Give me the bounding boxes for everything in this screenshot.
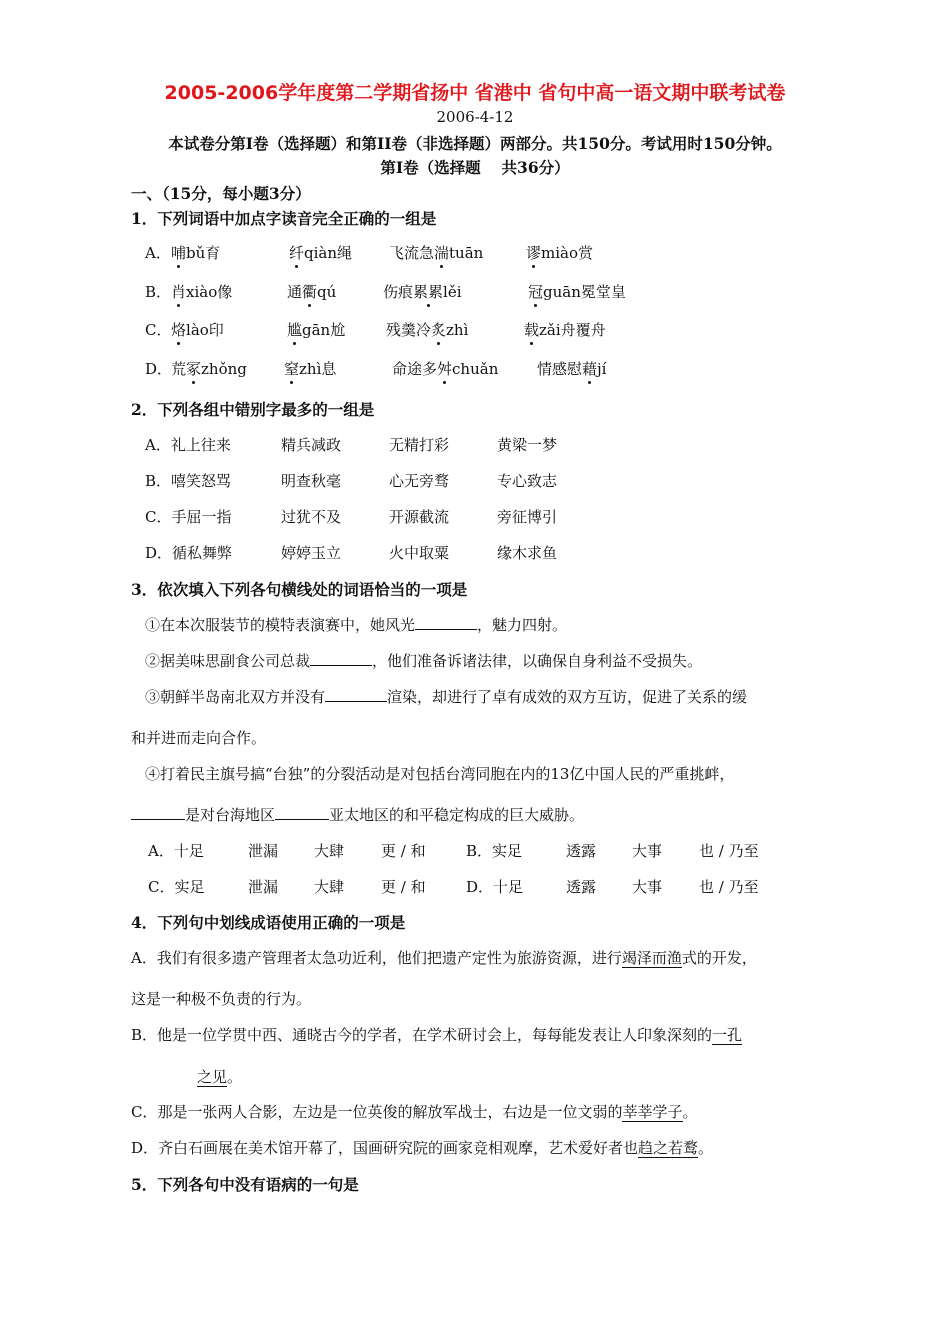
q3-a-1: A．十足	[148, 842, 204, 860]
q3-s4-part2: 是对台海地区	[185, 806, 276, 824]
q1-a-item2-char: 纤	[289, 244, 305, 262]
q4-option-b-cont	[197, 1066, 242, 1087]
q4-a-part2: 式的开发，	[681, 949, 757, 967]
q1-d-item4-char: 藉	[582, 360, 598, 378]
q2-c-3: 开源截流	[389, 508, 450, 526]
q4-c-idiom: 莘莘学子	[622, 1103, 683, 1121]
q1-c-item1	[171, 319, 224, 340]
q3-s3-blank	[325, 687, 387, 702]
q1-d-item1-pre: 荒	[171, 360, 187, 378]
q3-sentence-2	[145, 650, 702, 671]
q1-a-item3-pinyin: tuān	[449, 244, 484, 262]
q1-a-item4	[526, 242, 593, 263]
q2-c-1: C．手屈一指	[145, 508, 232, 526]
q1-c-item4-rest: zǎi舟覆舟	[539, 321, 606, 339]
q4-d-part1: D．齐白石画展在美术馆开幕了，国画研究院的画家竞相观摩，艺术爱好者也	[131, 1139, 639, 1157]
q1-a-item4-rest: miào赏	[541, 244, 594, 262]
q1-a-label: A．	[145, 244, 171, 262]
q3-sentence-1	[145, 614, 567, 635]
q3-b-2: 透露	[566, 842, 597, 860]
q2-a-2: 精兵减政	[281, 436, 342, 454]
q1-c-item3-pre: 残羹冷	[386, 321, 432, 339]
q3-b-4: 也 / 乃至	[699, 842, 759, 860]
q1-a-item1-char: 哺	[171, 244, 187, 262]
q2-d-3: 火中取粟	[389, 544, 450, 562]
q1-d-item1-char: 冢	[186, 360, 202, 378]
q4-option-d	[131, 1137, 713, 1158]
q2-a-1: A．礼上往来	[145, 436, 231, 454]
q1-stem: 1．下列词语中加点字读音完全正确的一组是	[131, 209, 437, 228]
q1-d-item1-pinyin: zhǒng	[201, 360, 247, 378]
q4-d-idiom: 趋之若鹜	[638, 1139, 699, 1157]
q1-b-item2-pre: 通	[287, 283, 303, 301]
q1-a-item3	[389, 242, 483, 263]
q4-option-a-cont: 这是一种极不负责的行为。	[131, 990, 312, 1008]
q1-b-item4-rest: guān冕堂皇	[543, 283, 626, 301]
q4-b-part1: B．他是一位学贯中西、通晓古今的学者，在学术研讨会上，每每能发表让人印象深刻的	[131, 1026, 713, 1044]
q1-a-item3-pre: 飞流急	[389, 244, 435, 262]
q1-c-item3-pinyin: zhì	[446, 321, 469, 339]
q3-s4-blank2	[275, 805, 329, 820]
section-one-heading: 一、（15分，每小题3分）	[131, 184, 311, 203]
q2-a-4: 黄梁一梦	[497, 436, 558, 454]
q1-b-item2-pinyin: qú	[317, 283, 337, 301]
q4-a-idiom: 竭泽而渔	[621, 949, 682, 967]
q1-c-item2-char: 尴	[287, 321, 303, 339]
q1-d-item1	[171, 358, 247, 379]
q1-d-item4-pre: 情感慰	[537, 360, 583, 378]
q3-s3-part2: 渲染，却进行了卓有成效的双方互访，促进了关系的缓	[387, 688, 748, 706]
q1-a-item2-rest: qiàn绳	[304, 244, 353, 262]
q1-c-item4-char: 载	[524, 321, 540, 339]
q1-a-item3-char: 湍	[434, 244, 450, 262]
q3-c-3: 大肆	[314, 878, 345, 896]
q4-c-part1: C．那是一张两人合影，左边是一位英俊的解放军战士，右边是一位文弱的	[131, 1103, 623, 1121]
q3-sentence-4-cont	[131, 804, 584, 825]
q1-a-item1	[171, 242, 220, 263]
q2-c-4: 旁征博引	[497, 508, 558, 526]
q1-d-item4-pinyin: jí	[597, 360, 607, 378]
q1-b-item3-char: 累累	[413, 283, 444, 301]
q2-d-1: D．循私舞弊	[145, 544, 233, 562]
q1-d-item3-char: 舛	[437, 360, 453, 378]
q2-d-2: 婷婷玉立	[281, 544, 342, 562]
q2-b-2: 明查秋毫	[281, 472, 342, 490]
q3-a-2: 泄漏	[248, 842, 279, 860]
q1-c-item4	[524, 319, 606, 340]
q3-d-4: 也 / 乃至	[699, 878, 759, 896]
q1-b-item2	[287, 281, 336, 302]
q2-b-3: 心无旁骛	[389, 472, 450, 490]
q1-b-item1-char: 肖	[171, 283, 187, 301]
q3-s2-part2: ，他们准备诉诸法律，以确保自身利益不受损失。	[372, 652, 703, 670]
exam-intro: 本试卷分第I卷（选择题）和第II卷（非选择题）两部分。共150分。考试用时150分钟。	[168, 134, 782, 153]
q1-c-item1-char: 烙	[171, 321, 187, 339]
q1-b-item3-pre: 伤痕	[383, 283, 414, 301]
q2-b-1: B．嘻笑怒骂	[145, 472, 232, 490]
q4-c-part2: 。	[682, 1103, 698, 1121]
q2-d-4: 缘木求鱼	[497, 544, 558, 562]
q1-a-item2	[289, 242, 352, 263]
q1-d-item3	[392, 358, 498, 379]
q3-sentence-4: ④打着民主旗号搞“台独”的分裂活动是对包括台湾同胞在内的13亿中国人民的严重挑衅，	[145, 765, 735, 783]
q1-b-item3	[383, 281, 462, 302]
q3-b-3: 大事	[632, 842, 663, 860]
q1-b-item1	[171, 281, 232, 302]
q2-c-2: 过犹不及	[281, 508, 342, 526]
q1-d-label: D．	[145, 360, 173, 378]
q1-a-item1-rest: bǔ育	[186, 244, 221, 262]
q2-b-4: 专心致志	[497, 472, 558, 490]
q2-stem: 2．下列各组中错别字最多的一组是	[131, 400, 375, 419]
q1-b-label: B．	[145, 283, 172, 301]
q1-d-item2-rest: zhì息	[299, 360, 337, 378]
q1-d-item4	[537, 358, 606, 379]
q2-a-3: 无精打彩	[389, 436, 450, 454]
q1-d-item2-char: 窒	[284, 360, 300, 378]
q3-s4-part3: 亚太地区的和平稳定构成的巨大威胁。	[329, 806, 585, 824]
q3-s1-blank	[415, 615, 477, 630]
q1-d-item3-pinyin: chuǎn	[452, 360, 499, 378]
q3-d-2: 透露	[566, 878, 597, 896]
q4-stem: 4．下列句中划线成语使用正确的一项是	[131, 913, 406, 932]
q3-d-3: 大事	[632, 878, 663, 896]
q4-option-a	[131, 947, 757, 968]
q4-b-idiom-1: 一孔	[712, 1026, 743, 1044]
q3-s4-blank1	[131, 805, 185, 820]
q1-b-item2-char: 衢	[302, 283, 318, 301]
q4-b-idiom-2: 之见	[197, 1068, 228, 1086]
q1-c-item1-rest: lào印	[186, 321, 224, 339]
q3-sentence-3-cont: 和并进而走向合作。	[131, 729, 267, 747]
q3-c-4: 更 / 和	[381, 878, 426, 896]
part-one-title: 第I卷（选择题 共36分）	[380, 158, 570, 177]
q1-d-item2	[284, 358, 336, 379]
q1-b-item4-char: 冠	[528, 283, 544, 301]
q5-stem: 5．下列各句中没有语病的一句是	[131, 1175, 359, 1194]
q4-option-b	[131, 1024, 742, 1045]
q1-c-item2-rest: gān尬	[302, 321, 346, 339]
q3-sentence-3	[145, 686, 747, 707]
q3-s1-part2: ，魅力四射。	[477, 616, 568, 634]
q3-c-1: C．实足	[148, 878, 205, 896]
q3-a-3: 大肆	[314, 842, 345, 860]
q1-c-label: C．	[145, 321, 172, 339]
q1-c-item3	[386, 319, 468, 340]
exam-title: 2005-2006学年度第二学期省扬中 省港中 省句中高一语文期中联考试卷	[164, 82, 786, 104]
q1-c-item3-char: 炙	[431, 321, 447, 339]
q1-b-item3-pinyin: lěi	[443, 283, 462, 301]
q3-c-2: 泄漏	[248, 878, 279, 896]
q3-stem: 3．依次填入下列各句横线处的词语恰当的一项是	[131, 580, 468, 599]
q1-a-item4-char: 谬	[526, 244, 542, 262]
q1-b-item4	[528, 281, 626, 302]
q3-s2-part1: ②据美味思副食公司总裁	[145, 652, 311, 670]
q3-a-4: 更 / 和	[381, 842, 426, 860]
exam-date: 2006-4-12	[436, 108, 514, 126]
q4-a-part1: A．我们有很多遗产管理者太急功近利，他们把遗产定性为旅游资源，进行	[131, 949, 622, 967]
q3-s2-blank	[310, 651, 372, 666]
q4-d-part2: 。	[698, 1139, 714, 1157]
q3-b-1: B．实足	[466, 842, 523, 860]
q1-d-item3-pre: 命途多	[392, 360, 438, 378]
q3-s1-part1: ①在本次服装节的模特表演赛中，她风光	[145, 616, 416, 634]
q1-b-item1-rest: xiào像	[186, 283, 233, 301]
q3-s3-part1: ③朝鲜半岛南北双方并没有	[145, 688, 326, 706]
q4-option-c	[131, 1101, 698, 1122]
q1-c-item2	[287, 319, 345, 340]
q3-d-1: D．十足	[466, 878, 524, 896]
q4-b-part2: 。	[227, 1068, 243, 1086]
